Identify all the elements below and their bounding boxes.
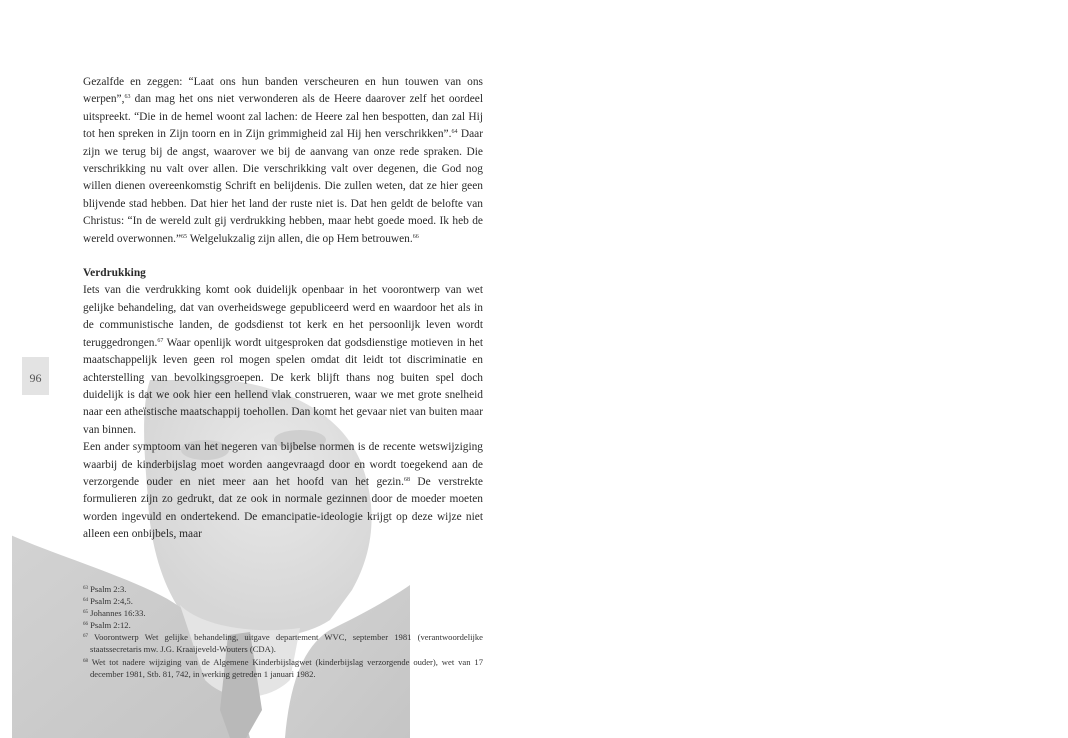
- footnote-number: 66: [83, 622, 88, 628]
- footnote-number: 67: [83, 634, 88, 640]
- footnote-reference: 65: [181, 233, 188, 240]
- footnote-item: $^{67}$ Voorontwerp Wet gelijke behandeling, uitgave departement WVC, september 1981 (verantwoordelijke staatssecretaris mw. J.G. Kraaijeveld-Wouters (CDA).: [83, 632, 483, 655]
- footnote-number: 64: [83, 598, 88, 604]
- footnote-item: $^{66}$ Psalm 2:12.: [83, 620, 131, 631]
- section-heading: Verdrukking: [83, 267, 146, 280]
- footnote-reference: 64: [451, 129, 458, 136]
- main-text: [83, 74, 483, 544]
- footnote-reference: 63: [124, 94, 131, 101]
- footnote-item: $^{65}$ Johannes 16:33.: [83, 608, 146, 619]
- footnote-reference: 67: [157, 337, 164, 344]
- footnote-item: $^{63}$ Psalm 2:3.: [83, 584, 127, 594]
- paragraph-3: Een ander symptoom van het negeren van bijbelse normen is de recente wetswijziging waarbij de kinderbijslag moet worden aangevraagd door en wordt toegekend aan de verzorgende ouder en niet meer aan het hoofd van het gezin.$^{68}$ De verstrekte formulieren zijn zo gedrukt, dat ze ook in normale gezinnen door de moeder moeten worden ingevuld en ondertekend. De emancipatie-ideologie krijgt op deze wijze niet alleen een onbijbels, maar: [83, 441, 483, 541]
- footnote-reference: 68: [403, 476, 410, 483]
- footnote-number: 63: [83, 586, 88, 591]
- paragraph-1: Gezalfde en zeggen: “Laat ons hun banden verscheuren en hun touwen van ons werpen”,$^{63}$ dan mag het ons niet verwonderen als de Heere daarover zelf het oordeel uitspreekt. “Die in de hemel woont zal lachen: de Heere zal hen bespotten, dan zal Hij tot hen spreken in Zijn toorn en in Zijn grimmigheid zal Hij hen verschrikken”.$^{64}$ Daar zijn we terug bij de angst, waarover we bij de aanvang van onze rede spraken. Die verschrikking nu valt over allen. Die verschrikking valt over degenen, die God nog willen dienen overeenkomstig Schrift en belijdenis. Die zullen weten, dat ze hier geen blijvende stad hebben. Dat hier het land der ruste niet is. Dat hen geldt de belofte van Christus: “In de wereld zult gij verdrukking hebben, maar hebt goede moed. Ik heb de wereld overwonnen.”$^{65}$ Welgelukzalig zijn allen, die op Hem betrouwen.$^{66}$: [83, 76, 484, 245]
- footnotes: [83, 583, 483, 680]
- footnote-number: 65: [83, 610, 88, 616]
- page-number: 96: [29, 371, 42, 385]
- footnote-reference: 66: [412, 233, 419, 240]
- footnote-number: 68: [83, 658, 88, 664]
- paragraph-2: Iets van die verdrukking komt ook duidelijk openbaar in het voorontwerp van wet gelijke behandeling, dat van overheidswege gepubliceerd werd en waardoor het als in de communistische landen, de godsdienst tot kerk en het persoonlijk leven wordt teruggedrongen.$^{67}$ Waar openlijk wordt uitgesproken dat godsdienstige motieven in het maatschappelijk leven geen rol mogen spelen omdat dit leidt tot discriminatie en achterstelling van bevolkingsgroepen. De kerk blijft thans nog buiten spel doch duidelijk is dat we ook hier een hellend vlak construeren, waar we met grote snelheid naar een atheïstische maatschappij toehollen. Dan komt het gevaar niet van buiten maar van binnen.: [83, 284, 483, 436]
- footnote-item: $^{68}$ Wet tot nadere wijziging van de Algemene Kinderbijslagwet (kinderbijslag verzorgende ouder), wet van 17 december 1981, Stb. 81, 742, in werking getreden 1 januari 1982.: [83, 656, 483, 679]
- footnote-item: $^{64}$ Psalm 2:4,5.: [83, 596, 133, 607]
